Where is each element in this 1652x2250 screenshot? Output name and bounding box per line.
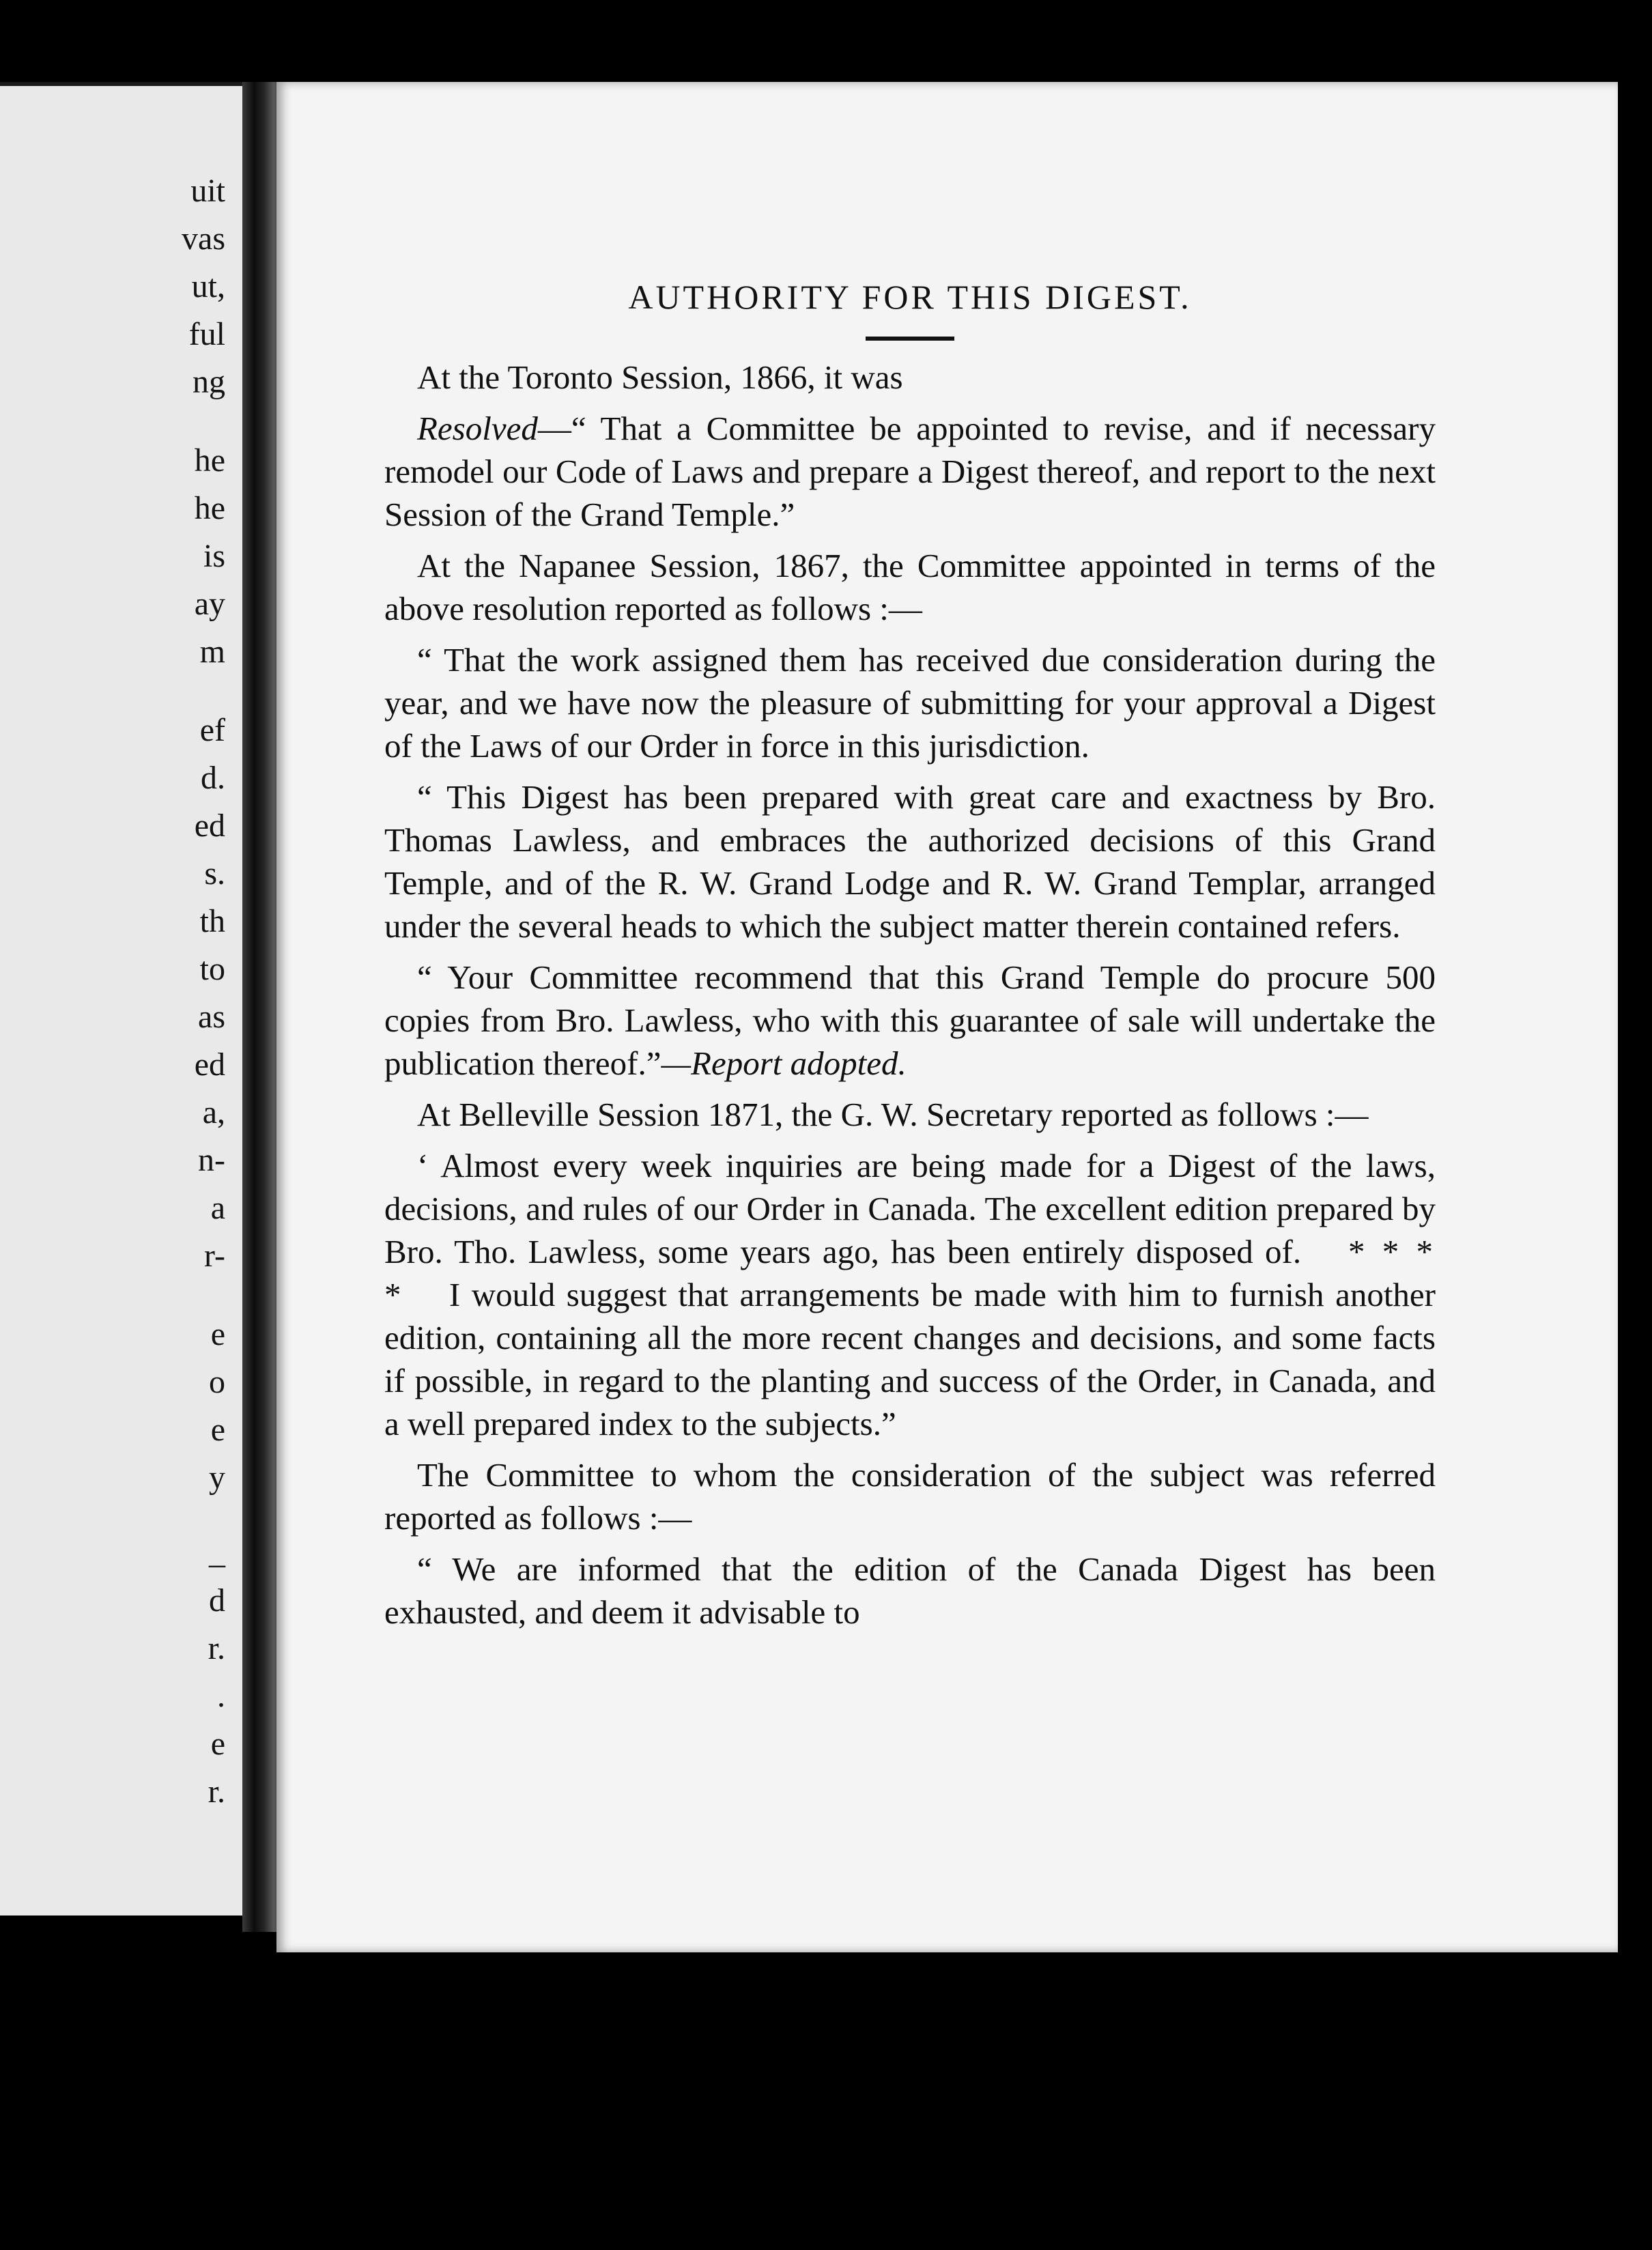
left-page-text-fragment: e xyxy=(210,1726,225,1762)
right-page xyxy=(276,82,1618,1952)
left-page-text-fragment: s. xyxy=(204,855,225,892)
left-page-text-fragment: ef xyxy=(199,712,225,748)
resolved-label: Resolved xyxy=(417,410,538,447)
recommend-text: “ Your Committee recommend that this Grand Temple do procure 500 copies from Bro. Lawless, who with this guarantee of sale will undertake the publication thereof.” xyxy=(384,958,1436,1082)
paragraph-belleville-session: At Belleville Session 1871, the G. W. Secretary reported as follows :— xyxy=(417,1096,1369,1133)
left-page-text-fragment: r. xyxy=(208,1630,225,1666)
paragraph-resolution xyxy=(384,407,1436,536)
text-column xyxy=(384,276,1436,1642)
left-page-fragment xyxy=(0,82,256,1916)
left-page-text-fragment: uit xyxy=(190,173,225,209)
resolution-text: —“ That a Committee be appointed to revise, and if necessary remodel our Code of Laws and prepare a Digest thereof, and report to the next Session of the Grand Temple.” xyxy=(384,410,1436,533)
paragraph-committee-recommend xyxy=(384,956,1436,1085)
left-page-text-fragment: d. xyxy=(201,760,225,796)
left-page-text-fragment: e xyxy=(210,1412,225,1448)
left-page-text-fragment: he xyxy=(194,442,225,479)
left-page-text-fragment: y xyxy=(209,1459,225,1496)
paragraph-digest-prepared: “ This Digest has been prepared with great care and exactness by Bro. Thomas Lawless, and embraces the authorized decisions of this Grand Temple, and of the R. W. Grand Lodge and R. W. Grand Templar, arranged under the several heads to which the subject matter therein contained refers. xyxy=(384,778,1436,945)
left-page-text-fragment: ful xyxy=(188,316,225,352)
left-page-text-fragment: ed xyxy=(194,808,225,844)
secretary-report-text: ‘ Almost every week inquiries are being made for a Digest of the laws, decisions, and rules of our Order in Canada. The excellent edition prepared by Bro. Tho. Lawless, some years ago, has been entirely disposed of. xyxy=(384,1147,1436,1270)
left-page-text-fragment: e xyxy=(210,1316,225,1352)
title-rule xyxy=(866,337,954,341)
left-page-text-fragment: he xyxy=(194,490,225,526)
left-page-text-fragment: a, xyxy=(202,1094,225,1130)
left-page-text-fragment: a xyxy=(210,1190,225,1226)
left-page-text-fragment: n- xyxy=(198,1142,225,1178)
paragraph-napanee-session: At the Napanee Session, 1867, the Committee appointed in terms of the above resolution reported as follows :— xyxy=(384,547,1436,627)
paragraph-committee-consideration: The Committee to whom the consideration of the subject was referred reported as follows :— xyxy=(384,1456,1436,1537)
left-page-text-fragment: ay xyxy=(194,586,225,622)
report-adopted: —Report adopted. xyxy=(661,1044,907,1082)
left-page-text-fragment: . xyxy=(217,1678,225,1714)
left-page-text-fragment: th xyxy=(199,903,225,939)
left-page-text-fragment: as xyxy=(198,999,225,1035)
paragraph-work-assigned: “ That the work assigned them has received due consideration during the year, and we have now the pleasure of submitting for your approval a Digest of the Laws of our Order in force in this jurisdiction. xyxy=(384,641,1436,765)
page-title: AUTHORITY FOR THIS DIGEST. xyxy=(628,278,1192,316)
left-page-text-fragment: o xyxy=(209,1364,225,1400)
left-page-text-fragment: ut, xyxy=(191,268,225,304)
left-page-text-fragment: d xyxy=(209,1582,225,1619)
paragraph-secretary-report xyxy=(384,1144,1436,1445)
paragraph-toronto-session: At the Toronto Session, 1866, it was xyxy=(417,358,903,396)
ellipsis-stars: * * * * xyxy=(384,1233,1436,1313)
left-page-text-fragment: r. xyxy=(208,1774,225,1810)
left-page-text-fragment: _ xyxy=(209,1535,225,1571)
left-page-text-fragment: to xyxy=(199,951,225,987)
left-page-text-fragment: m xyxy=(199,633,225,670)
left-page-text-fragment: is xyxy=(203,538,225,574)
left-page-text-fragment: ng xyxy=(193,364,225,400)
secretary-report-rest: I would suggest that arrangements be made with him to furnish another edition, containing all the more recent changes and decisions, and some facts if possible, in regard to the planting and success of the Order, in Canada, and a well prepared index to the subjects.” xyxy=(384,1276,1436,1442)
paragraph-edition-exhausted: “ We are informed that the edition of the Canada Digest has been exhausted, and deem it advisable to xyxy=(384,1550,1436,1631)
left-page-text-fragment: ed xyxy=(194,1046,225,1083)
left-page-text-fragment: vas xyxy=(182,220,225,257)
left-page-text-fragment: r- xyxy=(203,1238,225,1274)
